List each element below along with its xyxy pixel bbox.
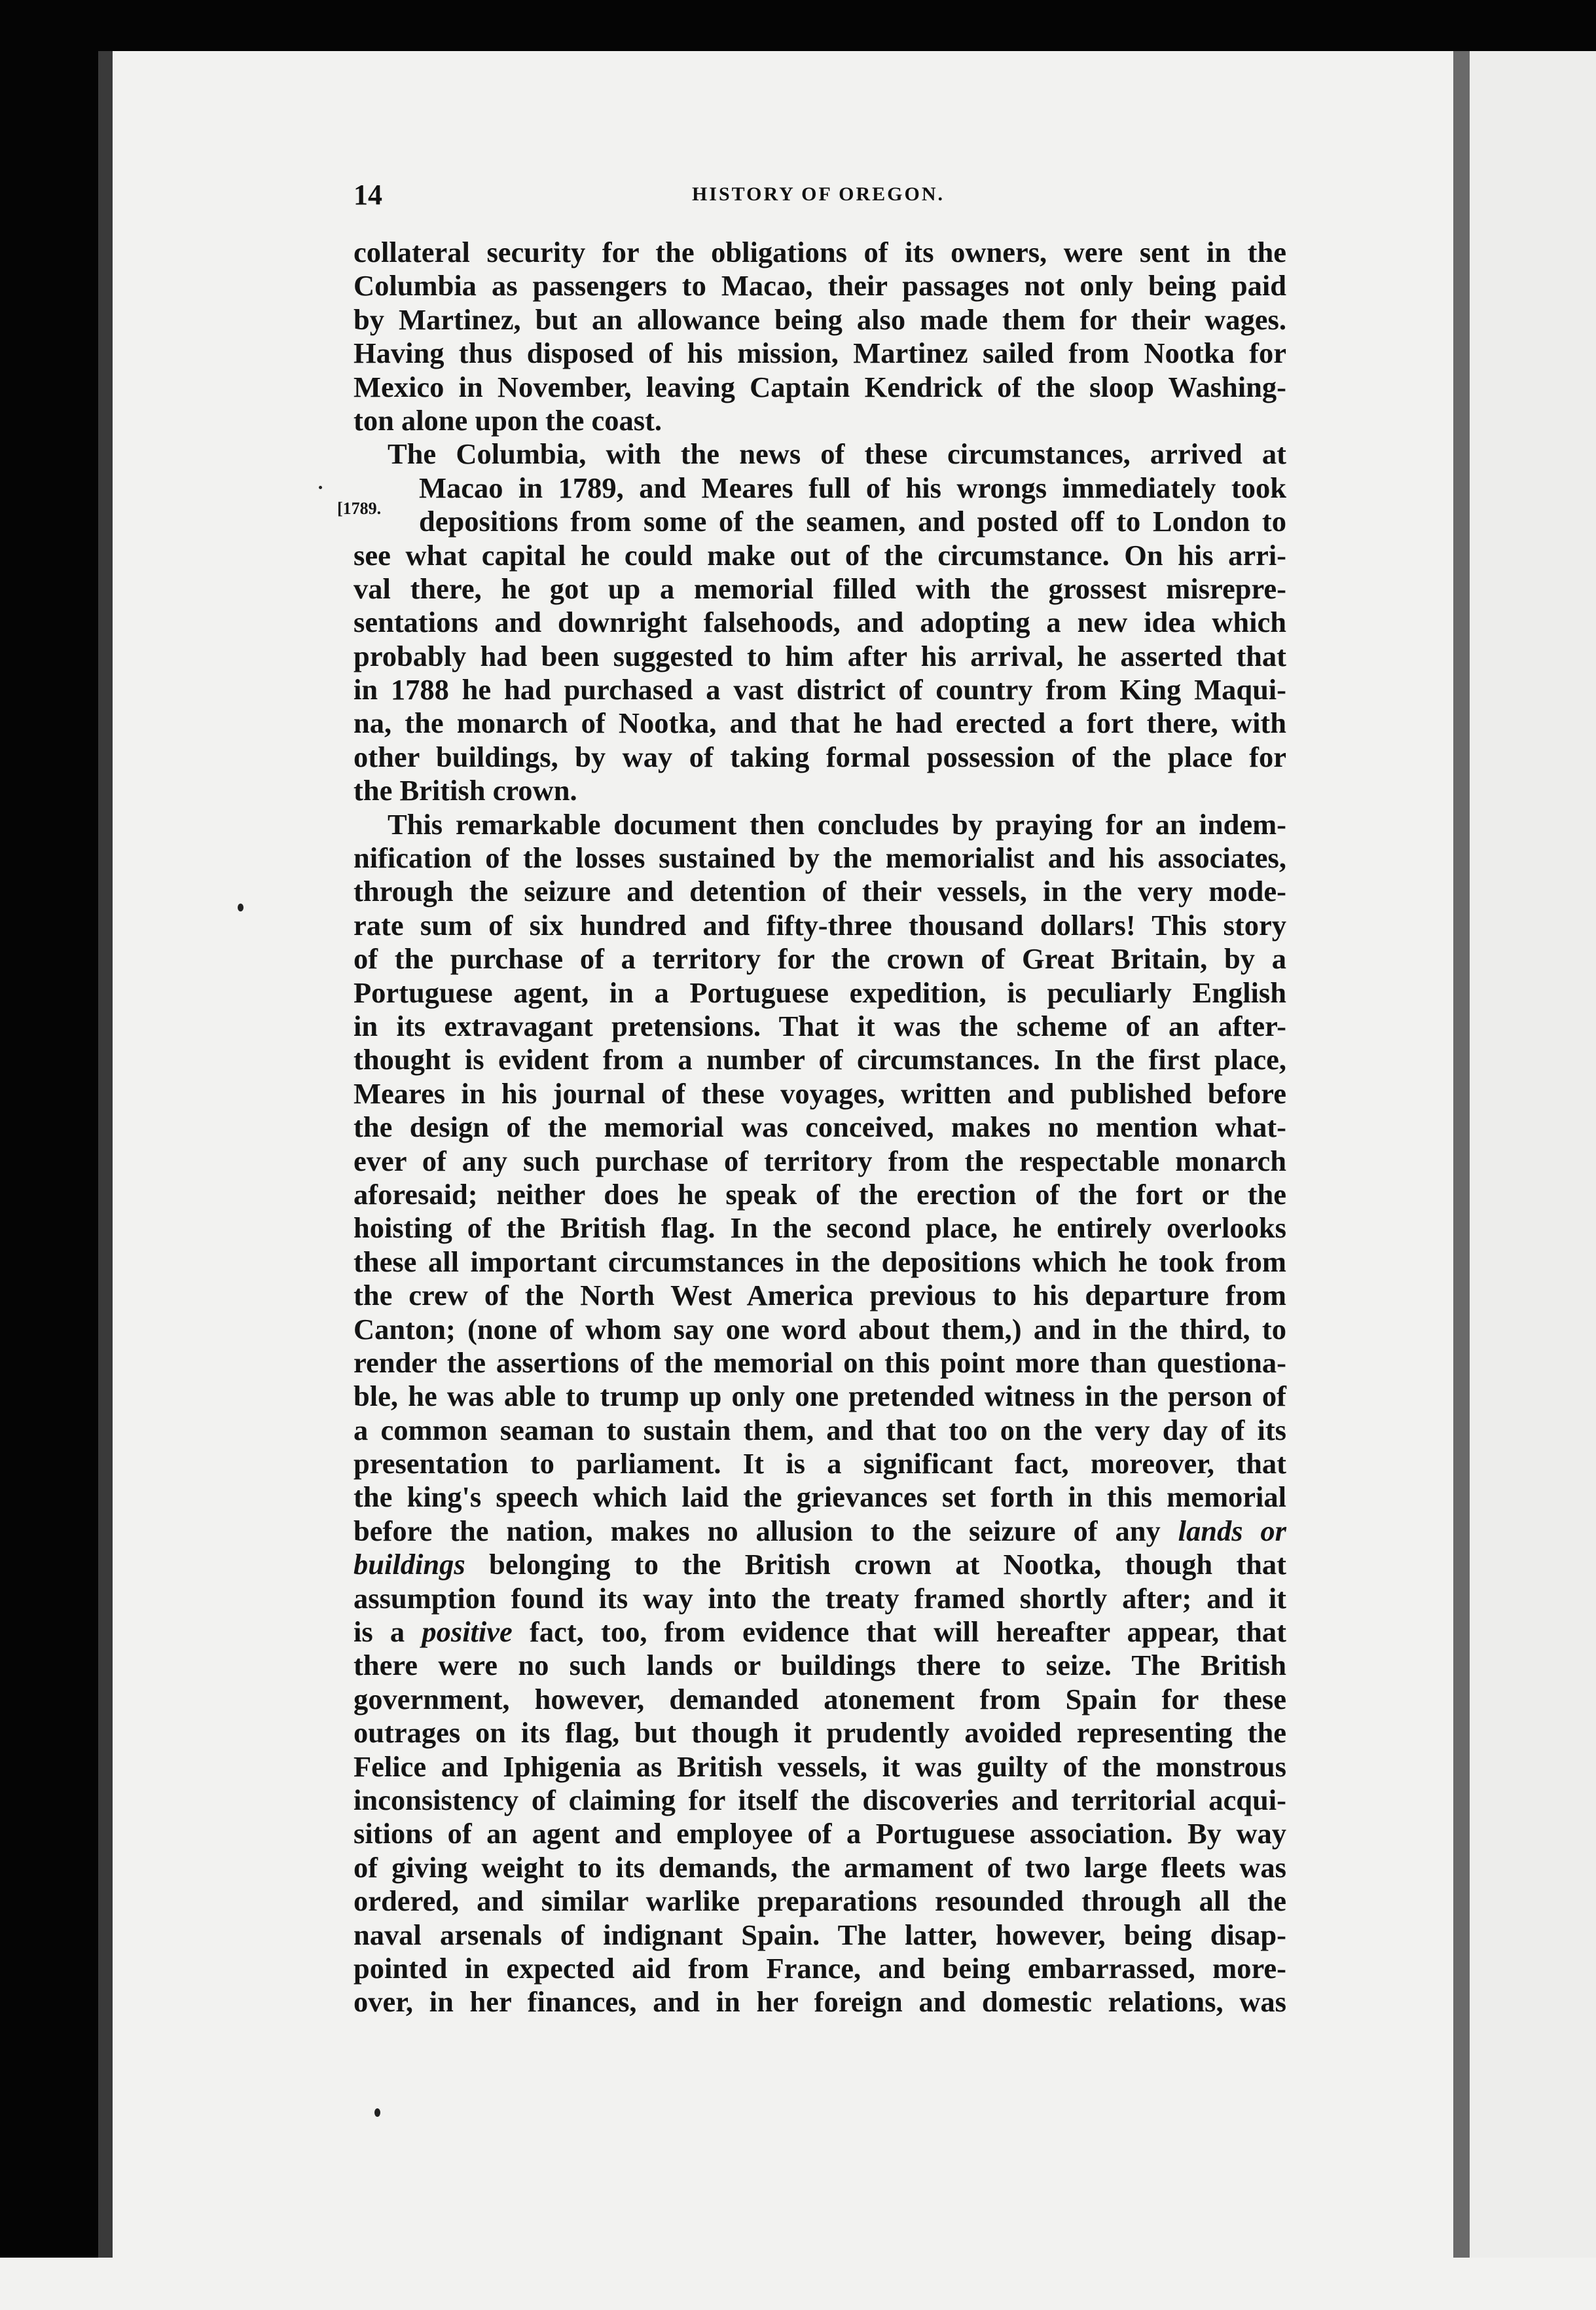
text-line: Columbia as passengers to Macao, their passages not only being paid <box>354 269 1286 302</box>
text-line: the crew of the North West America previous to his departure from <box>354 1279 1286 1312</box>
page-number: 14 <box>354 179 382 211</box>
text-line: the design of the memorial was conceived, makes no mention what- <box>354 1110 1286 1144</box>
text-line: a common seaman to sustain them, and that too on the very day of its <box>354 1413 1286 1446</box>
facing-page-edge <box>1470 51 1596 2258</box>
text-run: is a <box>354 1615 405 1649</box>
text-line: render the assertions of the memorial on this point more than questiona- <box>354 1346 1286 1379</box>
text-line: these all important circumstances in the depositions which he took from <box>354 1245 1286 1278</box>
text-line: other buildings, by way of taking formal possession of the place for <box>354 740 1286 773</box>
text-run: belonging to the British crown at Nootka, though that <box>488 1548 1287 1581</box>
text-line: in 1788 he had purchased a vast district of country from King Maqui- <box>354 673 1286 706</box>
ink-speck <box>319 486 322 489</box>
text-line: ever of any such purchase of territory from the respectable monarch <box>354 1144 1286 1177</box>
text-run: fact, too, from evidence that will hereafter appear, that <box>530 1615 1286 1649</box>
text-line: ordered, and similar warlike preparations resounded through all the <box>354 1884 1286 1918</box>
text-line: Felice and Iphigenia as British vessels, it was guilty of the monstrous <box>354 1750 1286 1783</box>
text-line: naval arsenals of indignant Spain. The latter, however, being disap- <box>354 1918 1286 1951</box>
text-line: probably had been suggested to him after his arrival, he asserted that <box>354 639 1286 672</box>
text-line <box>354 2019 1286 2053</box>
text-line: ton alone upon the coast. <box>354 403 662 437</box>
text-line: Macao in 1789, and Meares full of his wrongs immediately took <box>419 471 1286 504</box>
text-line: hoisting of the British flag. In the second place, he entirely overlooks <box>354 1211 1286 1245</box>
page-header <box>354 178 1283 217</box>
text-line-mixed <box>354 1615 1286 1649</box>
ink-speck <box>238 904 244 911</box>
text-line: nification of the losses sustained by the memorialist and his associates, <box>354 841 1286 875</box>
text-line: see what capital he could make out of the circumstance. On his arri- <box>354 538 1286 572</box>
text-line: This remarkable document then concludes by praying for an indem- <box>388 807 1286 841</box>
text-line: pointed in expected aid from France, and being embarrassed, more- <box>354 1951 1286 1985</box>
italic-run: positive <box>422 1615 513 1649</box>
text-line: ble, he was able to trump up only one pretended witness in the person of <box>354 1380 1286 1413</box>
running-title: HISTORY OF OREGON. <box>691 183 945 205</box>
text-line: assumption found its way into the treaty framed shortly after; and it <box>354 1581 1286 1615</box>
text-line: Meares in his journal of these voyages, written and published before <box>354 1076 1286 1110</box>
text-line: through the seizure and detention of their vessels, in the very mode- <box>354 875 1286 908</box>
text-line: the king's speech which laid the grievances set forth in this memorial <box>354 1480 1286 1514</box>
text-line: aforesaid; neither does he speak of the erection of the fort or the <box>354 1177 1286 1211</box>
text-line: of giving weight to its demands, the armament of two large fleets was <box>354 1850 1286 1884</box>
scan-bottom-margin <box>0 2258 1596 2310</box>
text-line: rate sum of six hundred and fifty-three thousand dollars! This story <box>354 908 1286 942</box>
text-line: Mexico in November, leaving Captain Kendrick of the sloop Washing- <box>354 370 1286 403</box>
text-line: over, in her finances, and in her foreign and domestic relations, was <box>354 1985 1286 2019</box>
text-line: Canton; (none of whom say one word about them,) and in the third, to <box>354 1312 1286 1346</box>
text-line: Portuguese agent, in a Portuguese expedition, is peculiarly English <box>354 976 1286 1009</box>
text-line: na, the monarch of Nootka, and that he had erected a fort there, with <box>354 706 1286 740</box>
text-line: by Martinez, but an allowance being also made them for their wages. <box>354 302 1286 336</box>
margin-date-note: [1789. <box>337 499 382 518</box>
text-line: in its extravagant pretensions. That it was the scheme of an after- <box>354 1009 1286 1042</box>
text-line: outrages on its flag, but though it prudently avoided representing the <box>354 1716 1286 1750</box>
page-gutter <box>1453 51 1470 2258</box>
text-line-mixed <box>354 1514 1286 1548</box>
italic-run: lands or <box>1178 1514 1287 1547</box>
text-line-mixed <box>354 1548 1286 1581</box>
text-line: thought is evident from a number of circumstances. In the first place, <box>354 1043 1286 1076</box>
text-line: inconsistency of claiming for itself the discoveries and territorial acqui- <box>354 1783 1286 1816</box>
text-line: depositions from some of the seamen, and posted off to London to <box>419 505 1286 538</box>
text-line: of the purchase of a territory for the crown of Great Britain, by a <box>354 942 1286 976</box>
text-line: val there, he got up a memorial filled with the grossest misrepre- <box>354 572 1286 605</box>
text-run: before the nation, makes no allusion to the seizure of any <box>354 1514 1161 1547</box>
text-line: The Columbia, with the news of these circumstances, arrived at <box>388 437 1286 471</box>
body-text <box>354 236 1286 2053</box>
text-line: there were no such lands or buildings there to seize. The British <box>354 1649 1286 1682</box>
text-line: presentation to parliament. It is a significant fact, moreover, that <box>354 1447 1286 1480</box>
text-line: sentations and downright falsehoods, and adopting a new idea which <box>354 606 1286 639</box>
text-line: Having thus disposed of his mission, Martinez sailed from Nootka for <box>354 337 1286 370</box>
text-line: the British crown. <box>354 774 577 807</box>
text-line: sitions of an agent and employee of a Portuguese association. By way <box>354 1817 1286 1850</box>
ink-speck <box>374 2108 380 2117</box>
text-line: government, however, demanded atonement from Spain for these <box>354 1682 1286 1715</box>
italic-run: buildings <box>354 1548 465 1581</box>
text-line: collateral security for the obligations of its owners, were sent in the <box>354 236 1286 268</box>
